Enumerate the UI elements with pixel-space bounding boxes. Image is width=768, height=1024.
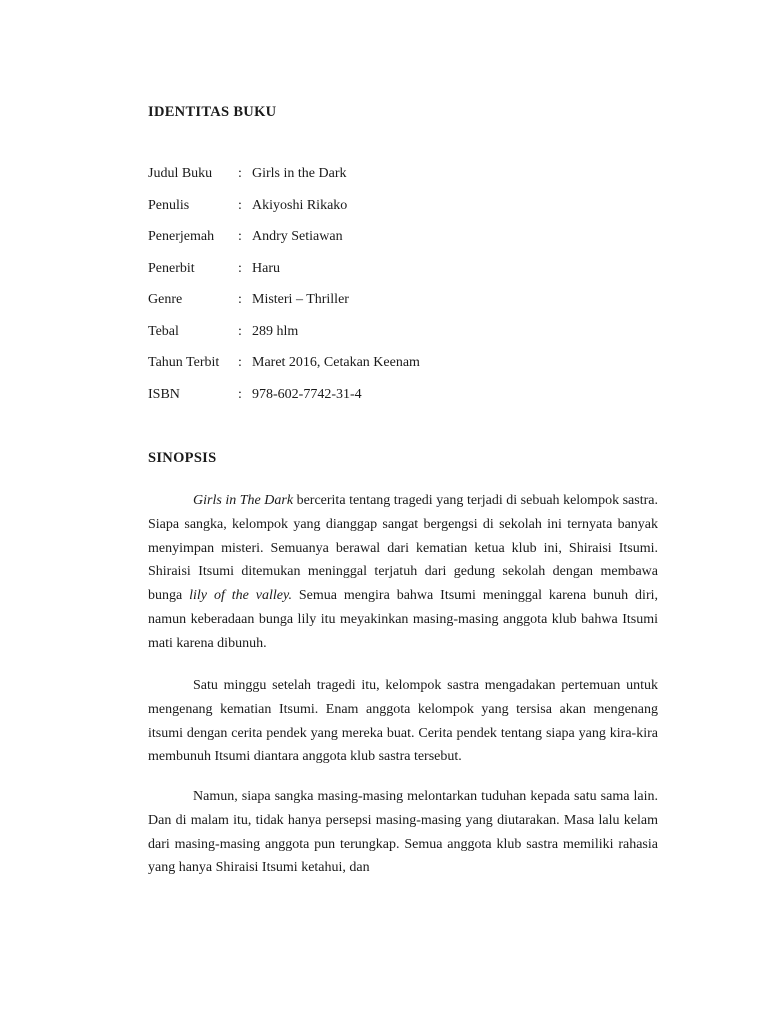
identity-value: Andry Setiawan — [252, 229, 343, 244]
identity-colon: : — [238, 166, 242, 181]
identity-row-penulis — [148, 198, 420, 230]
identity-value: Akiyoshi Rikako — [252, 197, 348, 213]
identity-colon: : — [238, 197, 242, 213]
identity-colon: : — [238, 323, 242, 339]
identity-value: 978-602-7742-31-4 — [252, 386, 362, 402]
identity-row-tebal — [148, 324, 420, 356]
identity-colon: : — [238, 229, 242, 244]
identity-label: Penerbit — [148, 260, 195, 276]
identity-value: Girls in the Dark — [252, 166, 347, 181]
paragraph-text: Satu minggu setelah tragedi itu, kelompok sastra mengadakan pertemuan untuk mengenang kematian Itsumi. Enam anggota kelompok yang tersisa akan mengenang itsumi dengan cerita pendek yang mereka buat. Cerita pendek tentang siapa yang kira-kira membunuh Itsumi diantara anggota klub sastra tersebut. — [148, 678, 658, 765]
paragraph-text: Namun, siapa sangka masing-masing melontarkan tuduhan kepada satu sama lain. Dan di malam itu, tidak hanya persepsi masing-masing yang diutarakan. Masa lalu kelam dari masing-masing anggota pun terungkap. Semua anggota klub sastra memiliki rahasia yang hanya Shiraisi Itsumi ketahui, dan — [148, 789, 658, 876]
identity-label: Judul Buku — [148, 166, 213, 181]
identity-value: Misteri – Thriller — [252, 292, 349, 307]
synopsis-paragraph-3 — [148, 785, 658, 880]
identity-label: Penulis — [148, 197, 190, 213]
book-identity-table — [148, 166, 420, 418]
book-title-italic: Girls in The Dark — [193, 493, 294, 508]
identity-row-penerjemah — [148, 229, 420, 261]
identitas-heading: IDENTITAS BUKU — [148, 104, 277, 120]
identity-label: ISBN — [148, 386, 180, 402]
identity-colon: : — [238, 386, 242, 402]
identity-row-judul — [148, 166, 420, 198]
identity-value: Maret 2016, Cetakan Keenam — [252, 355, 420, 370]
identity-row-isbn — [148, 387, 420, 419]
flower-name-italic: lily of the valley. — [189, 588, 292, 604]
identity-colon: : — [238, 260, 242, 276]
paragraph-text: bercerita tentang tragedi yang terjadi di sebuah kelompok sastra. Siapa sangka, kelompok yang dianggap sangat bergengsi di sekolah ini ternyata banyak menyimpan misteri. Semuanya berawal dari kematian ketua klub ini, Shiraisi Itsumi. Shiraisi Itsumi ditemukan meninggal terjatuh dari gedung sekolah dengan membawa bunga — [148, 493, 658, 604]
identity-colon: : — [238, 292, 242, 307]
synopsis-paragraph-1 — [148, 489, 658, 656]
identity-label: Tebal — [148, 323, 179, 339]
identity-row-tahun-terbit — [148, 355, 420, 387]
identity-label: Penerjemah — [148, 229, 215, 244]
synopsis-paragraph-2 — [148, 674, 658, 769]
identity-row-penerbit — [148, 261, 420, 293]
sinopsis-heading: SINOPSIS — [148, 450, 217, 466]
paragraph-text: Semua mengira bahwa Itsumi meninggal karena bunuh diri, namun keberadaan bunga lily itu meyakinkan masing-masing anggota klub bahwa Itsumi mati karena dibunuh. — [148, 588, 658, 651]
identity-row-genre — [148, 292, 420, 324]
identity-value: Haru — [252, 260, 280, 276]
identity-colon: : — [238, 355, 242, 370]
identity-value: 289 hlm — [252, 323, 299, 339]
identity-label: Tahun Terbit — [148, 355, 220, 370]
identity-label: Genre — [148, 292, 183, 307]
